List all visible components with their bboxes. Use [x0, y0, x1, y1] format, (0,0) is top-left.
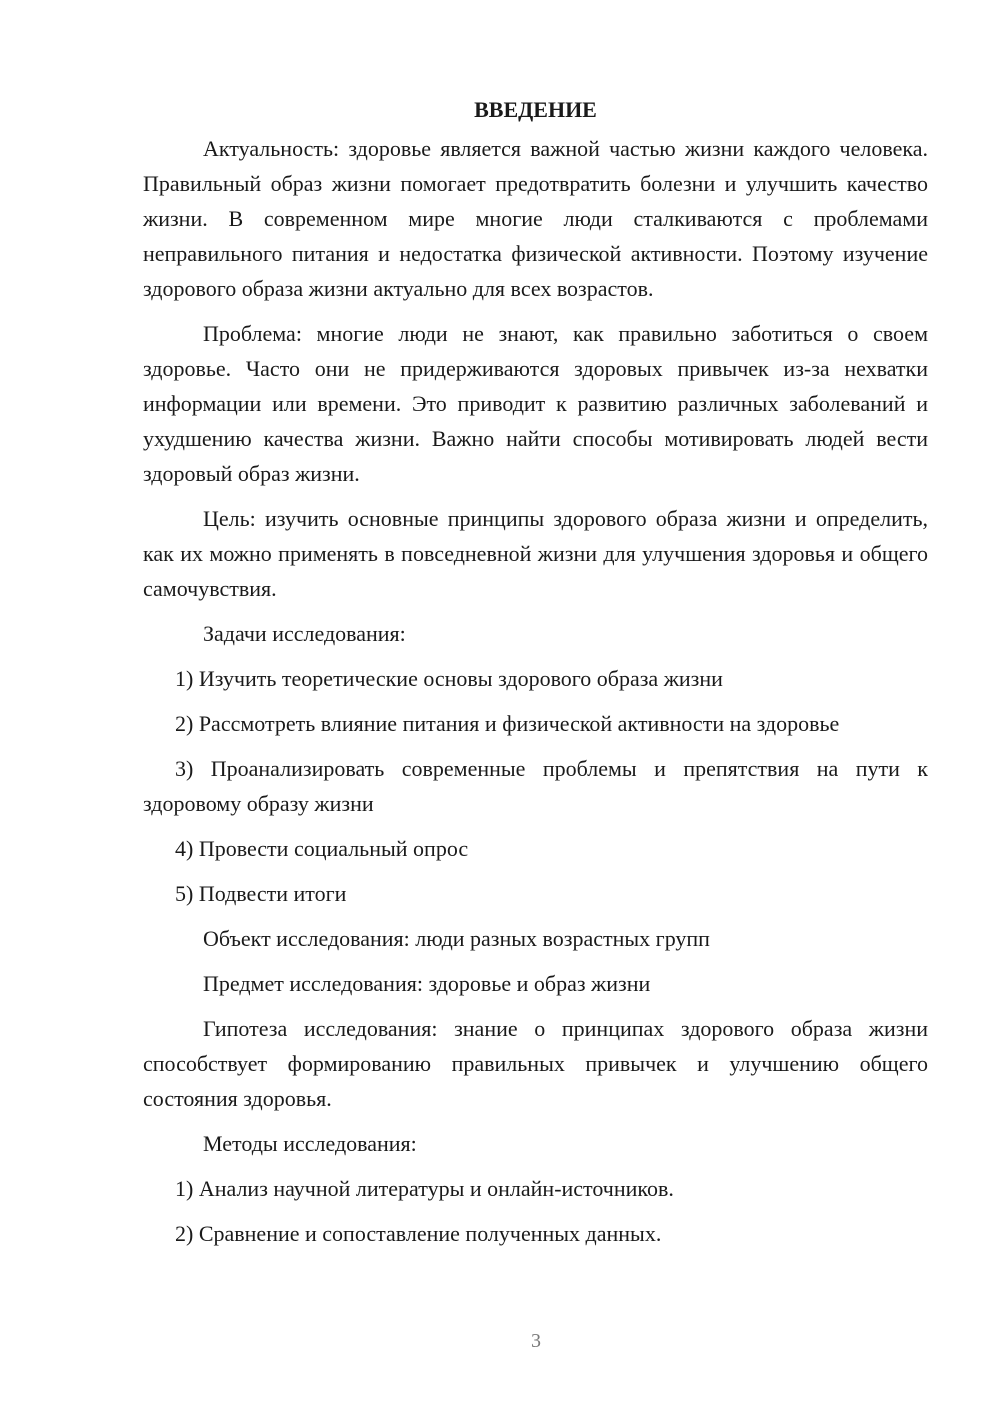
hypothesis-paragraph: Гипотеза исследования: знание о принципах здорового образа жизни способствует формированию правильных привычек и улучшению общего состояния здоровья. — [143, 1016, 928, 1111]
goal-paragraph: Цель: изучить основные принципы здорового образа жизни и определить, как их можно применять в повседневной жизни для улучшения здоровья и общего самочувствия. — [143, 506, 928, 601]
methods-heading: Методы исследования: — [203, 1131, 417, 1156]
object-line: Объект исследования: люди разных возрастных групп — [203, 926, 710, 951]
page-number: 3 — [531, 1330, 541, 1352]
method-item-1: 1) Анализ научной литературы и онлайн-источников. — [175, 1176, 674, 1201]
page-title: ВВЕДЕНИЕ — [474, 97, 597, 122]
document-page — [143, 92, 928, 1261]
tasks-heading: Задачи исследования: — [203, 621, 406, 646]
task-item-1: 1) Изучить теоретические основы здорового образа жизни — [175, 666, 723, 691]
problem-paragraph: Проблема: многие люди не знают, как правильно заботиться о своем здоровье. Часто они не придерживаются здоровых привычек из-за нехватки информации или времени. Это приводит к развитию различных заболеваний и ухудшению качества жизни. Важно найти способы мотивировать людей вести здоровый образ жизни. — [143, 321, 928, 486]
task-item-5: 5) Подвести итоги — [175, 881, 347, 906]
task-item-4: 4) Провести социальный опрос — [175, 836, 469, 861]
relevance-paragraph: Актуальность: здоровье является важной частью жизни каждого человека. Правильный образ жизни помогает предотвратить болезни и улучшить качество жизни. В современном мире многие люди сталкиваются с проблемами неправильного питания и недостатка физической активности. Поэтому изучение здорового образа жизни актуально для всех возрастов. — [143, 136, 928, 301]
subject-line: Предмет исследования: здоровье и образ жизни — [203, 971, 651, 996]
task-item-2: 2) Рассмотреть влияние питания и физической активности на здоровье — [175, 711, 840, 736]
method-item-2: 2) Сравнение и сопоставление полученных данных. — [175, 1221, 662, 1246]
task-item-3: 3) Проанализировать современные проблемы и препятствия на пути к здоровому образу жизни — [143, 756, 928, 816]
